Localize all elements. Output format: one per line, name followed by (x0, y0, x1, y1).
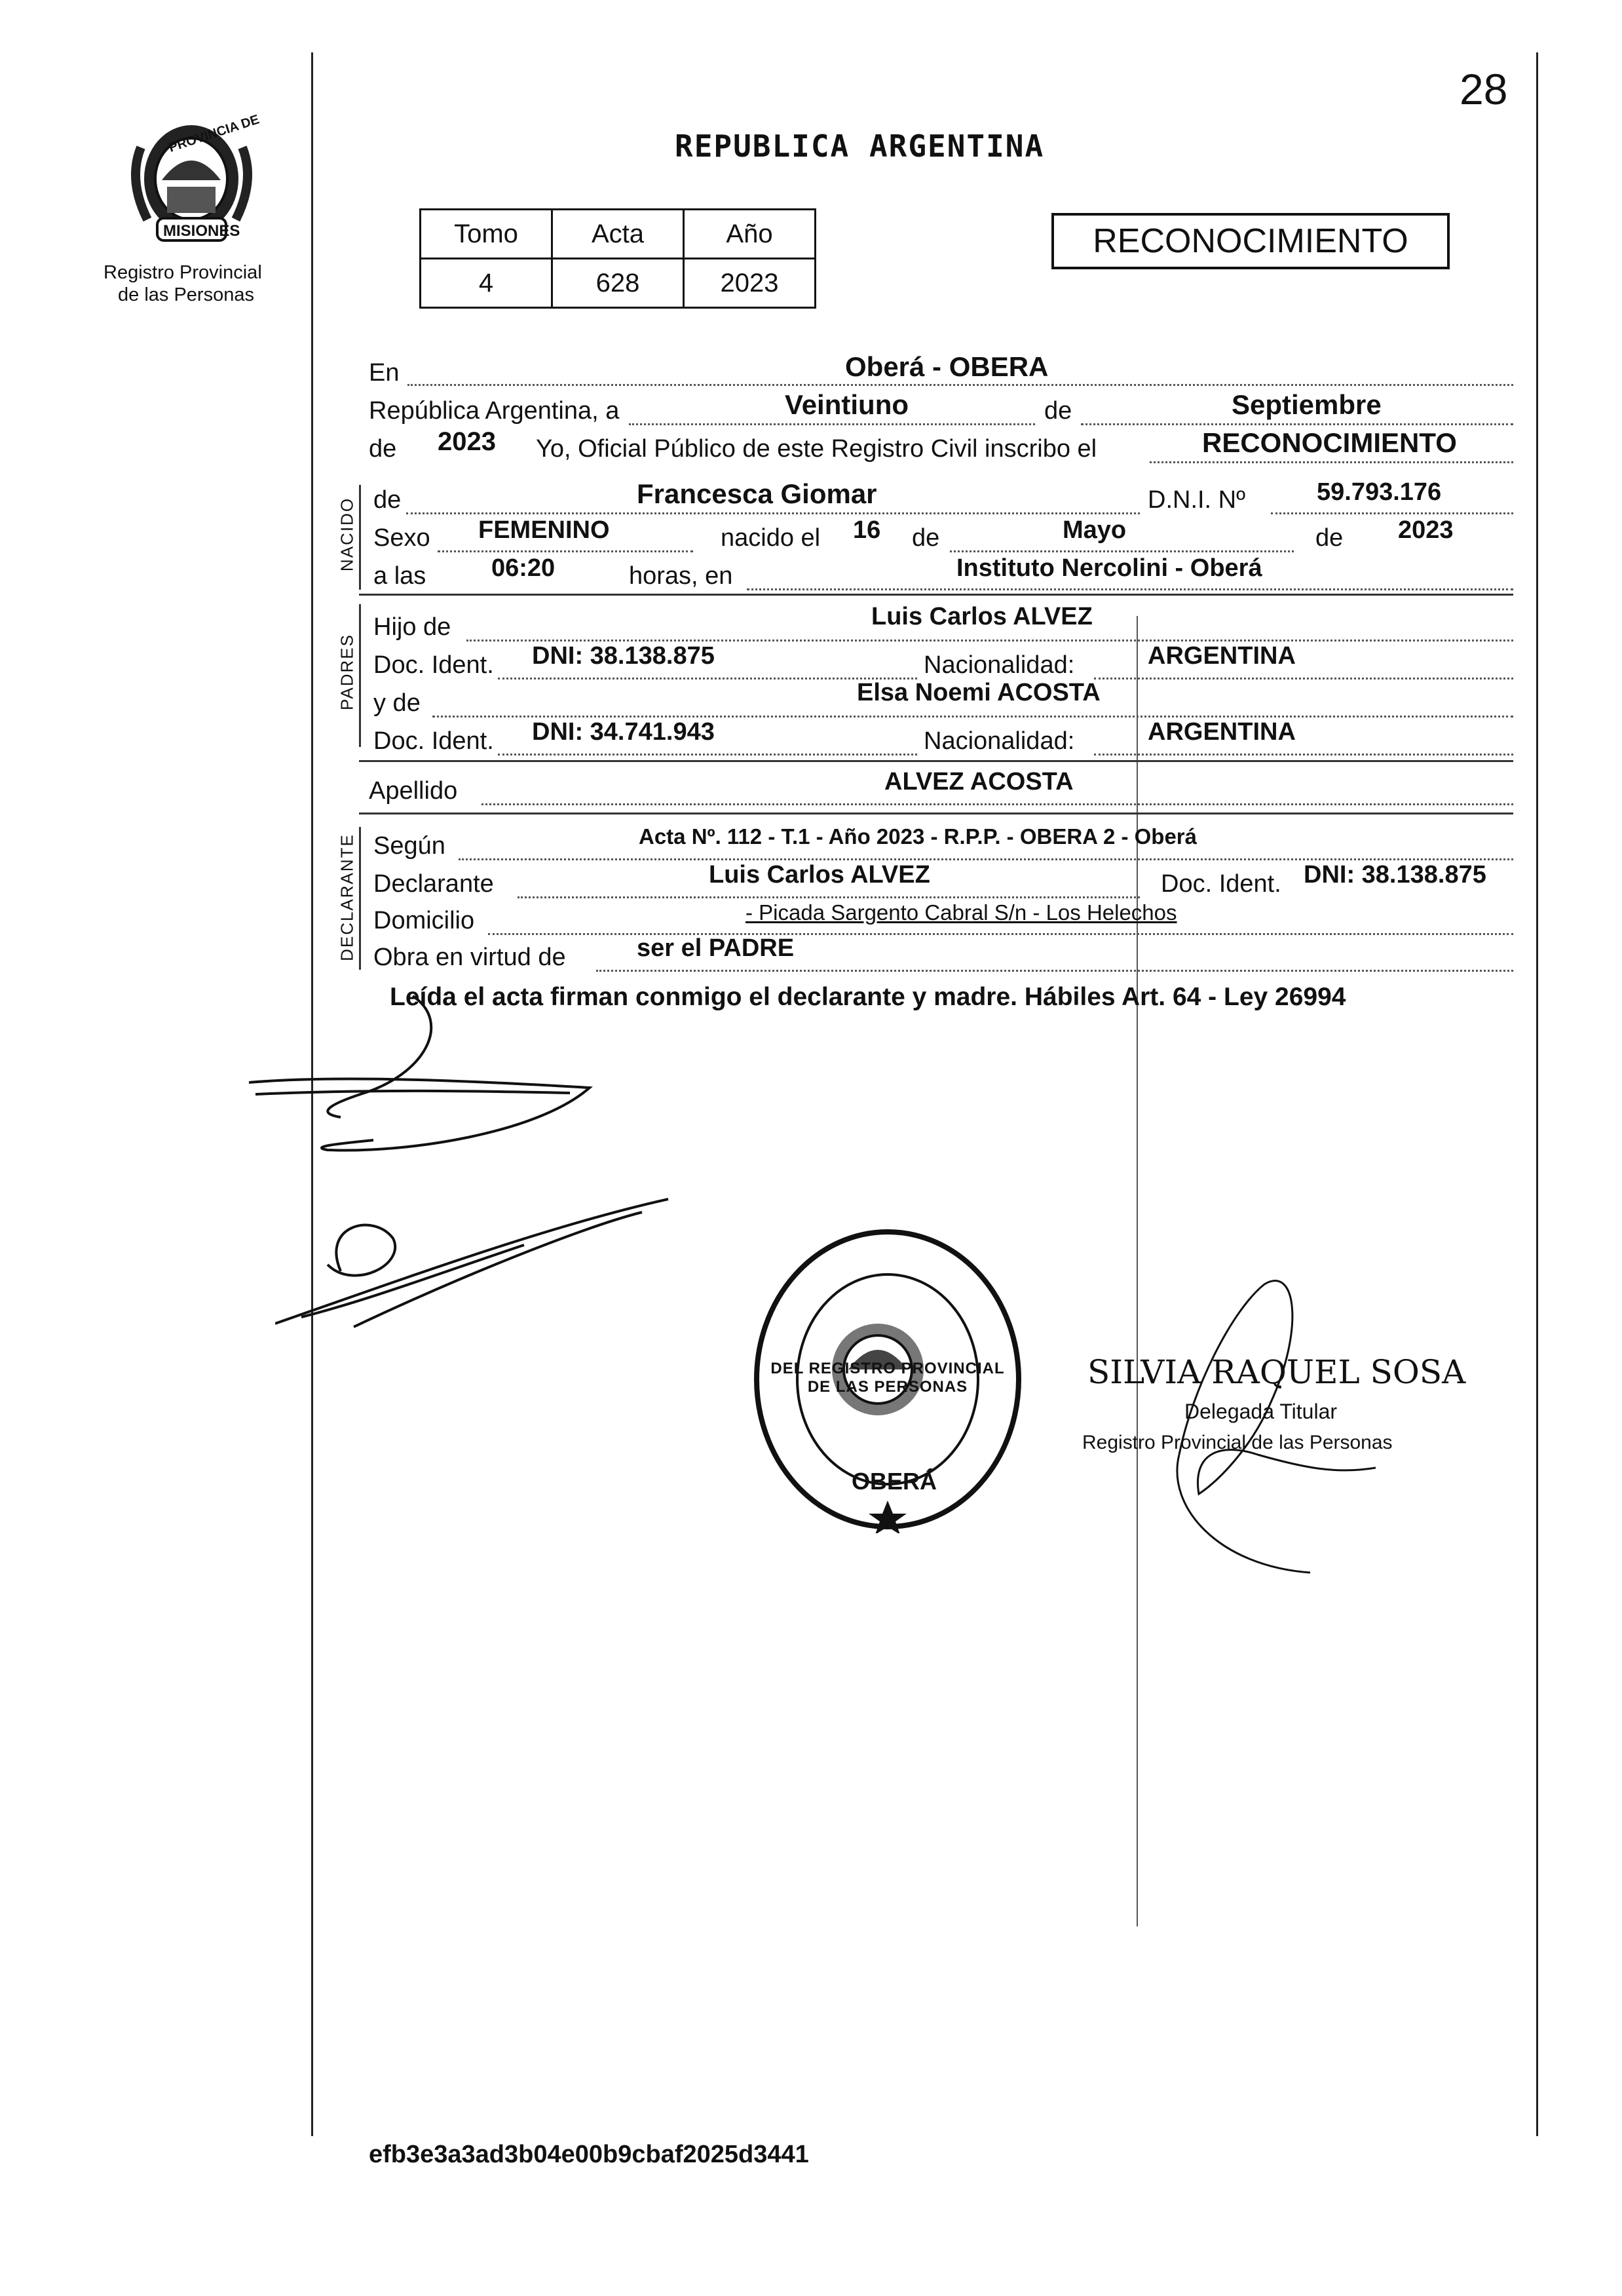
closing-text: Leída el acta firman conmigo el declarante y madre. Hábiles Art. 64 - Ley 26994 (390, 983, 1346, 1011)
birth-year-value: 2023 (1398, 516, 1454, 544)
table-value-tomo: 4 (421, 259, 552, 308)
intro-day-value: Veintiuno (785, 389, 909, 420)
father-name-value: Luis Carlos ALVEZ (871, 603, 1093, 630)
section-divider-2 (359, 760, 1513, 762)
register-table (419, 208, 816, 309)
sexo-label: Sexo (373, 524, 430, 552)
declarante-dots (518, 896, 1140, 898)
nacido-section-label: NACIDO (337, 497, 357, 572)
padres-section-label: PADRES (337, 634, 357, 710)
father-nat-value: ARGENTINA (1148, 642, 1296, 670)
table-header-tomo: Tomo (421, 210, 552, 259)
birth-place-value: Instituto Nercolini - Oberá (956, 554, 1262, 582)
section-divider-3 (359, 813, 1513, 814)
mother-doc-label: Doc. Ident. (373, 727, 494, 755)
dni-label: D.N.I. Nº (1148, 486, 1245, 514)
declarante-label: Declarante (373, 870, 494, 898)
father-doc-value: DNI: 38.138.875 (532, 642, 715, 670)
emblem-bottom-text: MISIONES (163, 222, 240, 240)
domicilio-value: - Picada Sargento Cabral S/n - Los Helechos (745, 900, 1177, 925)
table-value-acta: 628 (552, 259, 684, 308)
intro-month-value: Septiembre (1232, 389, 1382, 420)
stamp-city: OBERÁ (852, 1468, 937, 1495)
oficial-text: Yo, Oficial Público de este Registro Civil inscribo el (536, 435, 1097, 463)
name-dots (406, 512, 1140, 514)
intro-de-label: de (1044, 397, 1072, 425)
act-type-box: RECONOCIMIENTO (1051, 213, 1450, 269)
mother-nat-dots (1094, 754, 1513, 756)
father-nat-dots (1094, 678, 1513, 679)
father-dots (466, 640, 1513, 641)
stamp-ring-text: DEL REGISTRO PROVINCIAL DE LAS PERSONAS (770, 1360, 1005, 1396)
segun-value: Acta Nº. 112 - T.1 - Año 2023 - R.P.P. - OBERA 2 - Oberá (639, 824, 1198, 849)
mother-name-value: Elsa Noemi ACOSTA (857, 679, 1101, 706)
obra-dots (596, 970, 1513, 972)
sexo-value: FEMENINO (478, 516, 610, 544)
declarante-doc-label: Doc. Ident. (1161, 870, 1281, 898)
country-title: REPUBLICA ARGENTINA (675, 128, 1045, 164)
month-dots (1081, 423, 1513, 425)
mother-nat-label: Nacionalidad: (924, 727, 1075, 755)
page-number: 28 (1460, 65, 1508, 113)
place-dots (747, 588, 1513, 590)
birth-day-value: 16 (853, 516, 881, 544)
province-emblem (121, 108, 262, 252)
registry-label-line2: de las Personas (118, 284, 254, 305)
segun-dots (459, 858, 1513, 860)
declarante-doc-value: DNI: 38.138.875 (1304, 861, 1486, 889)
day-dots (629, 423, 1035, 425)
mother-dots (432, 716, 1513, 718)
section-divider-1 (359, 594, 1513, 596)
official-office: Registro Provincial de las Personas (1082, 1432, 1393, 1453)
mother-doc-value: DNI: 34.741.943 (532, 718, 715, 746)
intro-year-value: 2023 (438, 427, 496, 456)
mother-doc-dots (498, 754, 917, 756)
emblem-top-text: PROVINCIA DE (166, 112, 261, 155)
nacido-de2-label: de (912, 524, 940, 552)
declarante-section-label: DECLARANTE (337, 833, 357, 961)
official-role: Delegada Titular (1184, 1400, 1338, 1423)
declarant-signature (242, 983, 609, 1179)
father-doc-label: Doc. Ident. (373, 651, 494, 679)
apellido-value: ALVEZ ACOSTA (884, 768, 1074, 795)
table-header-anio: Año (684, 210, 816, 259)
mother-nat-value: ARGENTINA (1148, 718, 1296, 746)
apellido-dots (481, 803, 1513, 805)
document-hash: efb3e3a3ad3b04e00b9cbaf2025d3441 (369, 2141, 809, 2168)
en-label: En (369, 359, 400, 387)
birth-month-dots (950, 550, 1294, 552)
father-nat-label: Nacionalidad: (924, 651, 1075, 679)
table-header-acta: Acta (552, 210, 684, 259)
intro-de2-label: de (369, 435, 397, 463)
table-value-anio: 2023 (684, 259, 816, 308)
mother-signature (275, 1186, 681, 1350)
official-signature (1140, 1258, 1428, 1586)
child-dni-value: 59.793.176 (1317, 478, 1442, 506)
declarante-value: Luis Carlos ALVEZ (709, 861, 930, 889)
obra-label: Obra en virtud de (373, 944, 566, 971)
domicilio-label: Domicilio (373, 907, 475, 934)
nacido-de-label: de (373, 486, 402, 514)
birth-time-value: 06:20 (491, 554, 556, 582)
birth-month-value: Mayo (1063, 516, 1127, 544)
obra-value: ser el PADRE (637, 934, 795, 962)
hijo-label: Hijo de (373, 613, 451, 641)
nacido-de3-label: de (1315, 524, 1344, 552)
alas-label: a las (373, 562, 426, 590)
act-dots (1150, 461, 1513, 463)
yde-label: y de (373, 689, 421, 717)
sexo-dots (438, 550, 693, 552)
right-margin-line (1536, 52, 1538, 2136)
father-doc-dots (498, 678, 917, 679)
registry-label-line1: Registro Provincial (104, 262, 262, 283)
en-dots (407, 384, 1513, 386)
en-value: Oberá - OBERA (845, 351, 1049, 382)
intro-act-value: RECONOCIMIENTO (1202, 427, 1457, 458)
dni-dots (1271, 512, 1513, 514)
nacido-el-label: nacido el (721, 524, 821, 552)
child-name-value: Francesca Giomar (637, 478, 877, 509)
segun-label: Según (373, 832, 445, 860)
republica-label: República Argentina, a (369, 397, 620, 425)
official-name: SILVIA RAQUEL SOSA (1087, 1353, 1466, 1391)
apellido-label: Apellido (369, 777, 458, 805)
horas-label: horas, en (629, 562, 733, 590)
official-stamp (747, 1225, 1028, 1533)
